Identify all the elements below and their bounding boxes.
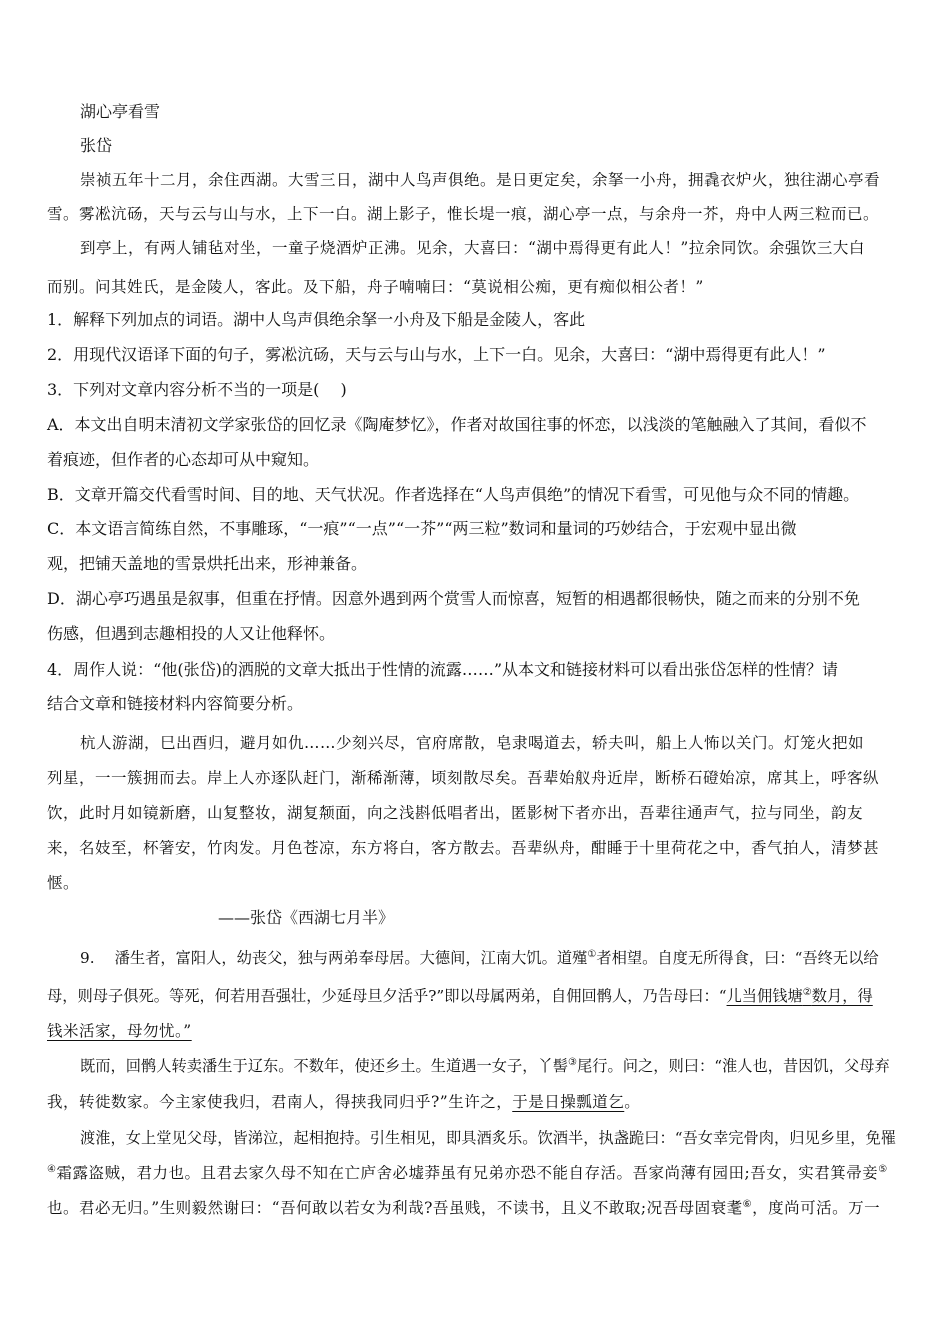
- passage-line: 崇祯五年十二月，余住西湖。大雪三日，湖中人鸟声俱绝。是日更定矣，余拏一小舟，拥毳衣炉火，独往湖心亭看: [80, 171, 881, 189]
- passage-title: 湖心亭看雪: [80, 102, 161, 121]
- underlined-sentence: 于是日操瓢道乞: [512, 1093, 625, 1111]
- option-a: A．本文出自明末清初文学家张岱的回忆录《陶庵梦忆》，作者对故国往事的怀恋，以浅淡的笔触融入了其间，看似不: [47, 415, 867, 434]
- question-2: 2．用现代汉语译下面的句子，雾凇沆砀，天与云与山与水，上下一白。见余，大喜曰：“湖中焉得更有此人！”: [47, 345, 826, 364]
- underlined-sentence: [727, 987, 873, 1005]
- passage-line: 雪。雾凇沆砀，天与云与山与水，上下一白。湖上影子，惟长堤一痕，湖心亭一点，与余舟一芥，舟中人两三粒而已。: [47, 205, 880, 223]
- q9-text: 我，转徙数家。今主家使我归，君南人，得挟我同归乎?”生许之，: [47, 1093, 513, 1111]
- link-material-line: 饮，此时月如镜新磨，山复整妆，湖复颒面，向之浅斟低唱者出，匿影树下者亦出，吾辈往通声气，拉与同坐，韵友: [47, 804, 864, 822]
- q9-text: 尾行。问之，则曰：“淮人也，昔因饥，父母弃: [576, 1057, 890, 1075]
- link-material-line: 惬。: [47, 874, 80, 892]
- option-c-cont: 观，把铺天盖地的雪景烘托出来，形神兼备。: [47, 554, 368, 573]
- question-4: 4．周作人说：“他(张岱)的洒脱的文章大抵出于性情的流露……”从本文和链接材料可以看出张岱怎样的性情？请: [47, 660, 839, 679]
- option-a-cont: 着痕迹，但作者的心态却可从中窥知。: [47, 450, 320, 469]
- link-material-line: 来，名妓至，杯箸安，竹肉发。月色苍凉，东方将白，客方散去。吾辈纵舟，酣睡于十里荷花之中，香气拍人，清梦甚: [47, 839, 880, 857]
- option-c: C．本文语言简练自然，不事雕琢，“一痕”“一点”“一芥”“两三粒”数词和量词的巧妙结合，于宏观中显出微: [47, 519, 797, 538]
- q9-line: [47, 1092, 907, 1112]
- q9-text: 也。君必无归。”生则毅然谢曰：“吾何敢以若女为利哉?吾虽贱，不读书，且义不敢取;况吾母固衰耄: [47, 1199, 743, 1217]
- q9-text: 既而，回鹘人转卖潘生于辽东。不数年，使还乡土。生道遇一女子，丫髻: [80, 1057, 568, 1075]
- passage-line: 而别。问其姓氏，是金陵人，客此。及下船，舟子喃喃曰：“莫说相公痴，更有痴似相公者！”: [47, 278, 704, 296]
- q9-line: [80, 1056, 907, 1076]
- question-1: 1．解释下列加点的词语。湖中人鸟声俱绝余拏一小舟及下船是金陵人，客此: [47, 310, 586, 329]
- q9-text: ，度尚可活。万一: [752, 1199, 881, 1217]
- q9-line: 渡淮，女上堂见父母，皆涕泣，起相抱持。引生相见，即具酒炙乐。饮酒半，执盏跪曰：“吾女幸完骨肉，归见乡里，免罹: [80, 1129, 897, 1147]
- option-b: B．文章开篇交代看雪时间、目的地、天气状况。作者选择在“人鸟声俱绝”的情况下看雪，可见他与众不同的情趣。: [47, 485, 860, 504]
- q9-text: 9. 潘生者，富阳人，幼丧父，独与两弟奉母居。大德间，江南大饥。道殣: [80, 949, 588, 967]
- question-3: 3．下列对文章内容分析不当的一项是( ): [47, 380, 347, 399]
- link-material-line: 列星，一一簇拥而去。岸上人亦逐队赶门，渐稀渐薄，顷刻散尽矣。吾辈始舣舟近岸，断桥石磴始凉，席其上，呼客纵: [47, 769, 880, 787]
- q9-line: [47, 1163, 907, 1183]
- underlined-sentence: 钱米活家，母勿忧。”: [47, 1022, 192, 1040]
- question-4-cont: 结合文章和链接材料内容简要分析。: [47, 694, 304, 713]
- q9-text: 。: [624, 1093, 641, 1111]
- q9-text: 母，则母子俱死。等死，何若用吾强壮，少延母旦夕活乎?”即以母属两弟，自佣回鹘人，乃告母曰：“: [47, 987, 727, 1005]
- footnote-mark: ①: [587, 949, 597, 960]
- option-d: D．湖心亭巧遇虽是叙事，但重在抒情。因意外遇到两个赏雪人而惊喜，短暂的相遇都很畅快，随之而来的分别不免: [47, 589, 860, 608]
- passage-author: 张岱: [80, 136, 113, 155]
- passage-line: 到亭上，有两人铺毡对坐，一童子烧酒炉正沸。见余，大喜曰：“湖中焉得更有此人！”拉余同饮。余强饮三大白: [80, 239, 865, 257]
- link-source: ——张岱《西湖七月半》: [218, 908, 395, 927]
- footnote-mark: ④: [47, 1164, 57, 1175]
- q9-text: 数月，得: [811, 987, 873, 1005]
- q9-line: [47, 1198, 907, 1218]
- footnote-mark: ⑥: [742, 1199, 753, 1210]
- q9-line: [47, 1021, 907, 1041]
- q9-line: [80, 948, 907, 968]
- q9-text: 儿当佣钱塘: [726, 987, 803, 1005]
- q9-text: 者相望。自度无所得食，曰：“吾终无以给: [596, 949, 879, 967]
- option-d-cont: 伤感，但遇到志趣相投的人又让他释怀。: [47, 624, 336, 643]
- footnote-mark: ②: [802, 987, 812, 998]
- q9-text: 霜露盗贼，君力也。且君去家久母不知在亡庐舍必墟莽虽有兄弟亦恐不能自存活。吾家尚薄有园田;吾女，实君箕帚妾: [56, 1164, 879, 1182]
- q9-line: [47, 986, 907, 1006]
- link-material-line: 杭人游湖，巳出酉归，避月如仇……少刻兴尽，官府席散，皂隶喝道去，轿夫叫，船上人怖以关门。灯笼火把如: [80, 734, 865, 752]
- footnote-mark: ③: [568, 1057, 577, 1068]
- footnote-mark: ⑤: [878, 1164, 888, 1175]
